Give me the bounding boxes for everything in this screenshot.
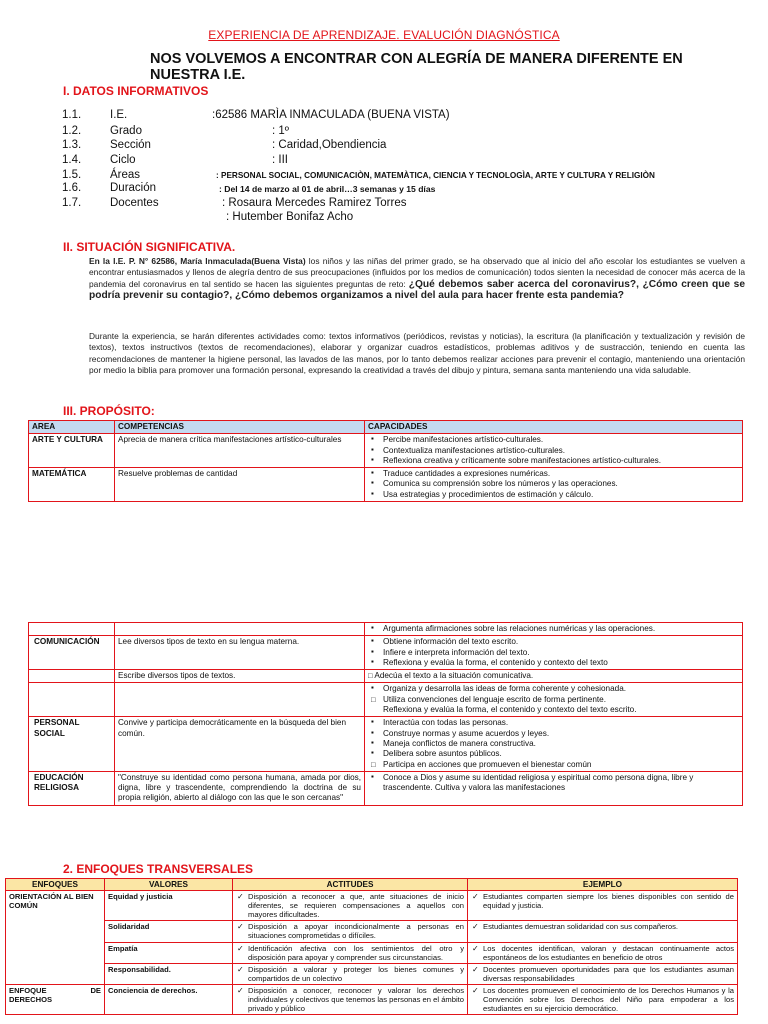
info-value: :62586 MARÌA INMACULADA (BUENA VISTA) [212,109,450,121]
info-value: : III [272,154,288,166]
info-key: Grado [110,125,142,137]
capacidades-cell [365,683,743,717]
info-key: Ciclo [110,154,136,166]
column-header: AREA [29,421,115,434]
page-title: EXPERIENCIA DE APRENDIZAJE. EVALUCIÓN DIAGNÓSTICA [208,28,560,42]
area-cell [29,683,115,717]
capacidad-item: ▪ Construye normas y asume acuerdos y leyes. [368,729,739,739]
actitud-cell: ✓ Identificación afectiva con los sentimientos del otro y disposición para apoyar y comprender sus circunstancias. [233,942,468,963]
table-row [29,636,743,670]
table-row [6,942,738,963]
table-row [6,963,738,984]
capacidad-item: ▪ Organiza y desarrolla las ideas de forma coherente y cohesionada. [368,684,739,694]
info-key: Sección [110,139,151,151]
info-value: : Del 14 de marzo al 01 de abril…3 semanas y 15 días [219,184,436,194]
section-situacion-heading: II. SITUACIÓN SIGNIFICATIVA. [63,240,236,254]
info-number: 1.4. [62,154,82,166]
capacidad-item: ▪ Infiere e interpreta información del texto. [368,648,739,658]
situacion-questions: ¿Qué debemos saber acerca del coronavirus?, ¿Cómo creen que se podría prevenir su contagio?, ¿Cómo debemos organizamos a nivel del aula para hacer frente esta pandemia? [89,278,746,302]
column-header: CAPACIDADES [365,421,743,434]
table-row [29,717,743,771]
column-header: COMPETENCIAS [115,421,365,434]
table-row [6,921,738,942]
area-cell [29,623,115,636]
info-docente-2: : Hutember Bonifaz Acho [226,211,354,223]
column-header: ENFOQUES [6,879,105,891]
ejemplo-cell: ✓ Docentes promueven oportunidades para que los estudiantes asuman diversas responsabilidades [468,963,738,984]
capacidad-item: ▪ Reflexiona y evalúa la forma, el contenido y contexto del texto [368,658,739,668]
capacidad-item: ▪ Percibe manifestaciones artístico-culturales. [368,435,739,445]
valor-cell: Solidaridad [105,921,233,942]
actitud-cell: ✓ Disposición a reconocer a que, ante situaciones de inicio diferentes, se requieren compensaciones a aquellos con mayores dificultades. [233,891,468,921]
document-title: NOS VOLVEMOS A ENCONTRAR CON ALEGRÍA DE MANERA DIFERENTE EN NUESTRA I.E. [150,51,683,83]
area-cell: EDUCACIÓN RELIGIOSA [29,771,115,805]
table-row [29,623,743,636]
info-value: : PERSONAL SOCIAL, COMUNICACIÒN, MATEMÀTICA, CIENCIA Y TECNOLOGÌA, ARTE Y CULTURA Y RELIGIÒN [216,171,655,180]
table-row [6,891,738,921]
situacion-body: los niños y las niñas del primer grado, se ha observado que al inicio del año escolar los estudiantes se vuelven a encontrar entusiasmados y llenos de alegría dentro de sus preocupaciones (influidos por los medios de comunicación) todos sienten la necesidad de conocer más acerca de la pandemia del coronavirus en tal sentido se hacen las siguientes preguntas de reto: [89,256,745,289]
valor-cell: Responsabilidad. [105,963,233,984]
area-cell: MATEMÁTICA [29,468,115,502]
info-number: 1.5. [62,169,82,181]
actitud-cell: ✓ Disposición a conocer, reconocer y valorar los derechos individuales y colectivos que tenemos las personas en el ámbito privado y público [233,984,468,1014]
situacion-paragraph-2: Durante la experiencia, se harán diferentes actividades como: textos informativos (periódicos, revistas y noticias), la escritura (la planificación y textualización y revisión de textos), textos instructivos (textos de recomendaciones), elaborar y organizar cuadros estadísticos, problemas aditivos y de sustracción, teniendo en cuenta las recomendaciones de mantener la higiene personal, las lavados de las manos, por lo tanto debemos realizar acciones para prevenir el contagio, manteniendo una orientación por medio la biblia para promover una formación personal, expresando la creatividad a través del dibujo y pintura, semana santa manteniendo una vida saludable. [89,331,745,376]
table-row [29,683,743,717]
proposito-table-continued [28,622,743,806]
info-key: Docentes [110,197,159,209]
situacion-lead: En la I.E. P. N° 62586, María Inmaculada(Buena Vista) [89,256,306,266]
enfoques-table [5,878,738,1015]
column-header: ACTITUDES [233,879,468,891]
column-header: VALORES [105,879,233,891]
competencia-cell: "Construye su identidad como persona humana, amada por dios, digna, libre y trascendente, comprendiendo la doctrina de su propia religión, abierto al diálogo con las que le son cercanas" [115,771,365,805]
ejemplo-cell: ✓ Estudiantes comparten siempre los bienes disponibles con sentido de equidad y justicia. [468,891,738,921]
column-header: EJEMPLO [468,879,738,891]
capacidad-item: ▪ Usa estrategias y procedimientos de estimación y cálculo. [368,490,739,500]
ejemplo-cell: ✓ Los docentes promueven el conocimiento de los Derechos Humanos y la Convención sobre los Derechos del Niño para empoderar a los estudiantes en su ejercicio democrático. [468,984,738,1014]
capacidades-cell [365,636,743,670]
section-proposito-heading: III. PROPÓSITO: [63,404,155,418]
capacidades-cell [365,670,743,683]
info-number: 1.3. [62,139,82,151]
area-cell: PERSONAL SOCIAL [29,717,115,771]
capacidades-cell [365,434,743,468]
info-number: 1.1. [62,109,82,121]
competencia-cell: Aprecia de manera crítica manifestaciones artístico-culturales [115,434,365,468]
capacidad-item: ▪ Comunica su comprensión sobre los números y las operaciones. [368,479,739,489]
competencia-cell: Convive y participa democráticamente en la búsqueda del bien común. [115,717,365,771]
capacidad-item: ▪ Delibera sobre asuntos públicos. [368,749,739,759]
actitud-cell: ✓ Disposición a apoyar incondicionalmente a personas en situaciones comprometidas o difíciles. [233,921,468,942]
table-row [29,771,743,805]
valor-cell: Conciencia de derechos. [105,984,233,1014]
info-value: : 1º [272,125,289,137]
capacidad-item: □ Participa en acciones que promueven el bienestar común [368,760,739,770]
enfoque-cell: ORIENTACIÓN AL BIEN COMÚN [6,891,105,985]
info-value: : Caridad,Obendiencia [272,139,387,151]
area-cell [29,670,115,683]
capacidades-cell [365,623,743,636]
info-number: 1.6. [62,182,82,194]
capacidad-item: ▪ Conoce a Dios y asume su identidad religiosa y espiritual como persona digna, libre y trascendente. Cultiva y valora las manifestaciones [368,773,739,794]
section-enfoques-heading: 2. ENFOQUES TRANSVERSALES [63,862,254,876]
area-cell: COMUNICACIÓN [29,636,115,670]
table-row [6,984,738,1014]
table-row [29,468,743,502]
capacidad-item: □ Adecúa el texto a la situación comunicativa. [368,671,534,681]
table-header-row [29,421,743,434]
ejemplo-cell: ✓ Estudiantes demuestran solidaridad con sus compañeros. [468,921,738,942]
enfoque-cell: ENFOQUE DE DERECHOS [6,984,105,1014]
competencia-cell: Lee diversos tipos de texto en su lengua materna. [115,636,365,670]
ejemplo-cell: ✓ Los docentes identifican, valoran y destacan continuamente actos espontáneos de los estudiantes en beneficio de otros [468,942,738,963]
capacidades-cell [365,771,743,805]
capacidad-item: ▪ Maneja conflictos de manera constructiva. [368,739,739,749]
section-datos-heading: I. DATOS INFORMATIVOS [63,84,209,98]
valor-cell: Equidad y justicia [105,891,233,921]
capacidad-item: ▪ Interactúa con todas las personas. [368,718,739,728]
capacidad-item: Reflexiona y evalúa la forma, el contenido y contexto del texto escrito. [383,705,637,715]
competencia-cell [115,683,365,717]
capacidad-item: ▪ Obtiene información del texto escrito. [368,637,739,647]
info-value: : Rosaura Mercedes Ramirez Torres [222,197,407,209]
actitud-cell: ✓ Disposición a valorar y proteger los bienes comunes y compartidos de un colectivo [233,963,468,984]
table-row [29,670,743,683]
capacidad-item: ▪ Contextualiza manifestaciones artístico-culturales. [368,446,739,456]
capacidad-item: ▪ Argumenta afirmaciones sobre las relaciones numéricas y las operaciones. [368,624,739,634]
info-number: 1.7. [62,197,82,209]
info-key: Duración [110,182,157,194]
capacidad-item: ▪ Reflexiona creativa y críticamente sobre manifestaciones artístico-culturales. [368,456,739,466]
info-key: Áreas [110,169,141,181]
valor-cell: Empatía [105,942,233,963]
info-number: 1.2. [62,125,82,137]
competencia-cell [115,623,365,636]
competencia-cell: Resuelve problemas de cantidad [115,468,365,502]
area-cell: ARTE Y CULTURA [29,434,115,468]
proposito-table [28,420,743,502]
capacidad-item: □ Utiliza convenciones del lenguaje escrito de forma pertinente. [368,695,739,705]
capacidades-cell [365,468,743,502]
competencia-cell: Escribe diversos tipos de textos. [115,670,365,683]
info-key: I.E. [110,109,128,121]
table-header-row [6,879,738,891]
capacidad-item: ▪ Traduce cantidades a expresiones numéricas. [368,469,739,479]
capacidades-cell [365,717,743,771]
table-row [29,434,743,468]
situacion-paragraph-1 [89,256,745,302]
